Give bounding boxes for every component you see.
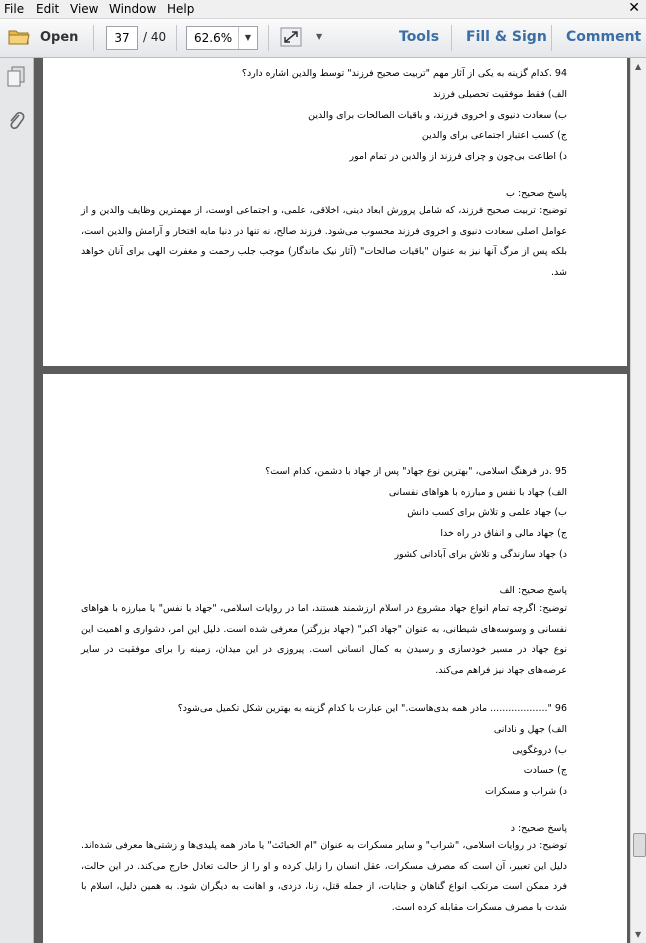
menu-window[interactable]: Window [109,2,157,16]
chevron-down-icon[interactable]: ▼ [238,27,257,49]
option-94-c: ج) کسب اعتبار اجتماعی برای والدین [421,130,567,141]
answer-96: پاسخ صحیح: د [510,823,567,834]
fill-sign-button[interactable]: Fill & Sign [466,29,547,45]
page-total: / 40 [143,30,167,44]
zoom-value: 62.6% [194,31,233,45]
option-96-b: ب) دروغگویی [512,745,567,756]
open-folder-icon[interactable] [8,28,30,45]
question-96: 96 "................... مادر همه بدی‌هاست." این عبارت با کدام گزینه به بهترین شکل تکمیل می‌شود؟ [177,703,567,714]
scrollbar-thumb[interactable] [633,833,646,857]
navigation-pane [0,58,34,943]
toolbar-divider [176,25,177,51]
document-viewer[interactable] [34,58,630,943]
option-94-a: الف) فقط موفقیت تحصیلی فرزند [432,89,567,100]
menu-bar [0,0,646,19]
option-96-c: ج) حسادت [523,765,567,776]
answer-94: پاسخ صحیح: ب [505,188,567,199]
pdf-page [43,374,627,943]
page-number-input[interactable]: 37 [106,26,138,50]
toolbar-divider [268,25,269,51]
option-94-b: ب) سعادت دنیوی و اخروی فرزند، و باقیات الصالحات برای والدین [308,110,567,121]
toolbar-divider [93,25,94,51]
option-94-d: د) اطاعت بی‌چون و چرای فرزند از والدین در تمام امور [349,151,567,162]
vertical-scrollbar[interactable] [630,58,646,943]
scroll-up-arrow-icon[interactable]: ▲ [635,62,642,71]
question-95: 95 .در فرهنگ اسلامی، "بهترین نوع جهاد" پس از جهاد با دشمن، کدام است؟ [265,466,567,477]
zoom-select[interactable] [186,26,258,50]
option-96-a: الف) جهل و نادانی [493,724,567,735]
explanation-96: توضیح: در روایات اسلامی، "شراب" و سایر مسکرات به عنوان "ام الخبائث" یا مادر همه پلیدی‌ها و زشتی‌ها معرفی شده‌اند. دلیل این تعبیر، آن است که مصرف مسکرات، عقل انسان را زایل کرده و او را از حالت تعادل خارج می‌کند. در این حالت، فرد ممکن است مرتکب انواع گناهان و جنایات، از جمله قتل، زنا، دزدی، و اهانت به دیگران شود. به همین دلیل، اسلام با شدت با مصرف مسکرات مقابله کرده است. [81,840,567,913]
menu-file[interactable]: File [4,2,25,16]
toolbar-divider [451,25,452,51]
menu-view[interactable]: View [70,2,99,16]
chevron-down-icon[interactable]: ▼ [316,32,323,41]
menu-help[interactable]: Help [167,2,195,16]
option-96-d: د) شراب و مسکرات [484,786,567,797]
answer-95: پاسخ صحیح: الف [499,585,567,596]
expand-icon[interactable] [280,27,302,47]
attachments-icon[interactable] [7,110,25,132]
page-thumbnails-icon[interactable] [7,66,25,88]
pdf-page [43,58,627,366]
option-95-b: ب) جهاد علمی و تلاش برای کسب دانش [407,507,567,518]
open-button[interactable]: Open [40,30,79,45]
toolbar-divider [551,25,552,51]
scroll-down-arrow-icon[interactable]: ▼ [635,930,642,939]
explanation-94: توضیح: تربیت صحیح فرزند، که شامل پرورش ابعاد دینی، اخلاقی، علمی، و اجتماعی اوست، از مهمترین وظایف والدین و از عوامل اصلی سعادت دنیوی و اخروی فرزند محسوب می‌شود. فرزند صالح، نه تنها در دنیا مایه افتخار و آرامش والدین است، بلکه پس از مرگ آنها نیز به عنوان "باقیات صالحات" (آثار نیک ماندگار) موجب جلب رحمت و مغفرت الهی برای آنان خواهد شد. [81,205,567,278]
explanation-95: توضیح: اگرچه تمام انواع جهاد مشروع در اسلام ارزشمند هستند، اما در روایات اسلامی، "جهاد با نفس" یا مبارزه با هواهای نفسانی و وسوسه‌های شیطانی، به عنوان "جهاد اکبر" (جهاد بزرگتر) معرفی شده است. دلیل این امر، دشواری و اهمیت این نوع جهاد در مسیر خودسازی و رسیدن به کمال انسانی است. پیروزی در این میدان، زمینه را برای موفقیت در سایر عرصه‌های جهاد نیز فراهم می‌کند. [81,603,567,676]
menu-edit[interactable]: Edit [36,2,60,16]
comment-button[interactable]: Comment [566,29,642,45]
option-95-a: الف) جهاد با نفس و مبارزه با هواهای نفسانی [388,487,567,498]
toolbar [0,19,646,58]
option-95-d: د) جهاد سازندگی و تلاش برای آبادانی کشور [394,549,567,560]
option-95-c: ج) جهاد مالی و انفاق در راه خدا [440,528,567,539]
question-94: 94 .کدام گزینه به یکی از آثار مهم "تربیت صحیح فرزند" توسط والدین اشاره دارد؟ [241,68,567,79]
close-document-icon[interactable]: ✕ [628,0,640,16]
tools-button[interactable]: Tools [399,29,440,45]
